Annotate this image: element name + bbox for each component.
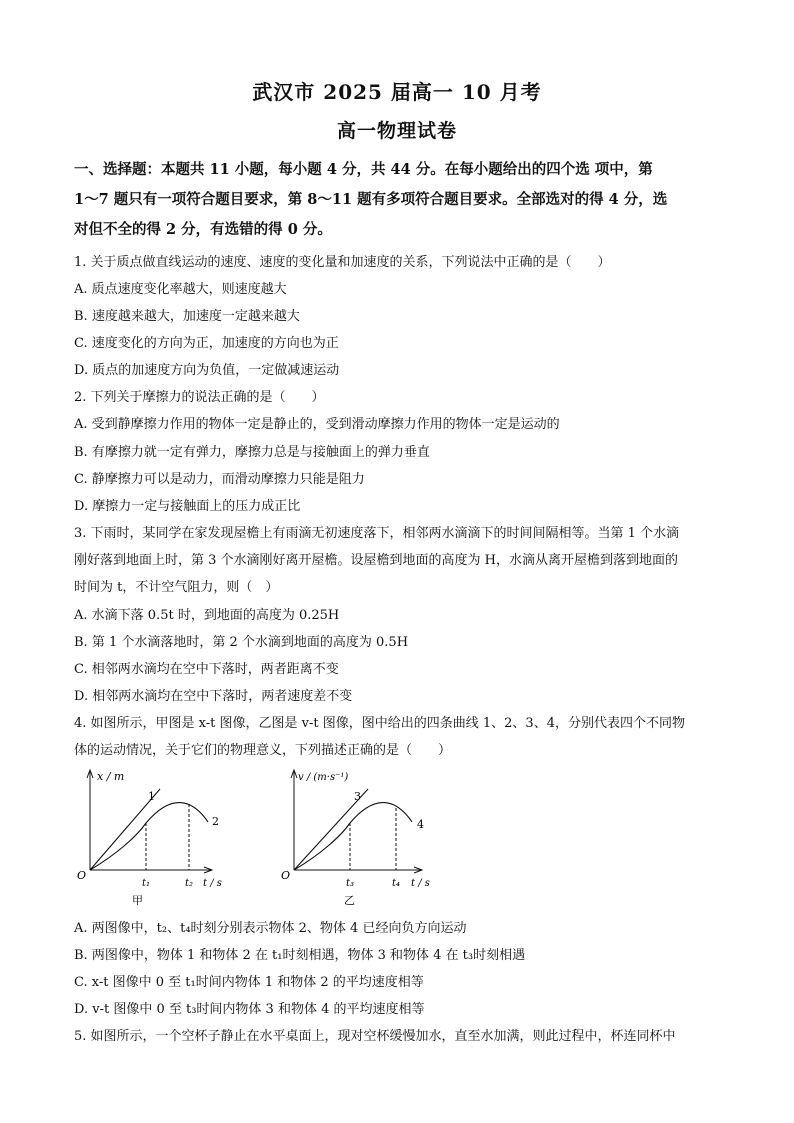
question-stem: 1. 关于质点做直线运动的速度、速度的变化量和加速度的关系，下列说法中正确的是（ ） bbox=[74, 255, 611, 270]
figure-xt-graph bbox=[72, 764, 242, 914]
question-stem-line: 刚好落到地面上时，第 3 个水滴刚好离开屋檐。设屋檐到地面的高度为 H，水滴从离开屋檐到落到地面的 bbox=[74, 553, 679, 568]
option-a: A. 受到静摩擦力作用的物体一定是静止的，受到滑动摩擦力作用的物体一定是运动的 bbox=[74, 417, 560, 432]
y-axis-label: x / m bbox=[97, 770, 125, 783]
x-axis-label: t / s bbox=[411, 878, 430, 889]
option-c: C. x-t 图像中 0 至 t₁时间内物体 1 和物体 2 的平均速度相等 bbox=[74, 975, 424, 990]
option-c: C. 相邻两水滴均在空中下落时，两者距离不变 bbox=[74, 662, 339, 677]
option-b: B. 第 1 个水滴落地时，第 2 个水滴到地面的高度为 0.5H bbox=[74, 635, 409, 650]
option-b: B. 有摩擦力就一定有弹力，摩擦力总是与接触面上的弹力垂直 bbox=[74, 445, 430, 460]
question-stem-line: 4. 如图所示，甲图是 x-t 图像，乙图是 v-t 图像，图中给出的四条曲线 1、2、3、4，分别代表四个不同物 bbox=[74, 716, 685, 731]
curve-2 bbox=[90, 803, 208, 870]
option-a: A. 质点速度变化率越大，则速度越大 bbox=[74, 282, 287, 297]
exam-subtitle: 高一物理试卷 bbox=[336, 120, 457, 142]
figure-vt-graph bbox=[276, 764, 446, 914]
y-axis-label: v / (m·s⁻¹) bbox=[298, 772, 349, 783]
option-d: D. 质点的加速度方向为负值，一定做减速运动 bbox=[74, 363, 340, 378]
curve-2-label: 2 bbox=[212, 815, 219, 828]
t2-label: t₂ bbox=[185, 878, 194, 889]
option-d: D. v-t 图像中 0 至 t₃时间内物体 3 和物体 4 的平均速度相等 bbox=[74, 1002, 425, 1017]
curve-3-label: 3 bbox=[354, 790, 361, 803]
option-b: B. 两图像中，物体 1 和物体 2 在 t₁时刻相遇，物体 3 和物体 4 在 t₃时刻相遇 bbox=[74, 948, 526, 963]
option-a: A. 水滴下落 0.5t 时，到地面的高度为 0.25H bbox=[74, 608, 340, 623]
question-stem: 2. 下列关于摩擦力的说法正确的是（ ） bbox=[74, 390, 325, 405]
instruction-line: 对但不全的得 2 分，有选错的得 0 分。 bbox=[74, 221, 332, 238]
curve-1-label: 1 bbox=[148, 790, 155, 803]
curve-4 bbox=[294, 803, 412, 870]
instruction-line: 1～7 题只有一项符合题目要求，第 8～11 题有多项符合题目要求。全部选对的得 4 分，选 bbox=[74, 191, 668, 208]
t3-label: t₃ bbox=[346, 878, 355, 889]
exam-title: 武汉市 2025 届高一 10 月考 bbox=[252, 80, 542, 104]
figure-caption: 乙 bbox=[344, 894, 355, 907]
option-c: C. 静摩擦力可以是动力，而滑动摩擦力只能是阻力 bbox=[74, 472, 365, 487]
question-stem-line: 体的运动情况，关于它们的物理意义，下列描述正确的是（ ） bbox=[74, 743, 452, 758]
option-d: D. 相邻两水滴均在空中下落时，两者速度差不变 bbox=[74, 689, 353, 704]
question-stem-line: 3. 下雨时，某同学在家发现屋檐上有雨滴无初速度落下，相邻两水滴滴下的时间间隔相等。当第 1 个水滴 bbox=[74, 526, 680, 541]
figure-caption: 甲 bbox=[132, 894, 143, 907]
option-c: C. 速度变化的方向为正，加速度的方向也为正 bbox=[74, 336, 339, 351]
question-stem-line: 时间为 t，不计空气阻力，则（ ） bbox=[74, 580, 279, 595]
t1-label: t₁ bbox=[142, 878, 151, 889]
option-a: A. 两图像中，t₂、t₄时刻分别表示物体 2、物体 4 已经向负方向运动 bbox=[74, 921, 467, 936]
t4-label: t₄ bbox=[392, 878, 401, 889]
origin-label: O bbox=[281, 869, 291, 882]
option-b: B. 速度越来越大，加速度一定越来越大 bbox=[74, 309, 300, 324]
instruction-line: 一、选择题：本题共 11 小题，每小题 4 分，共 44 分。在每小题给出的四个选 项中，第 bbox=[74, 161, 653, 178]
origin-label: O bbox=[77, 869, 87, 882]
option-d: D. 摩擦力一定与接触面上的压力成正比 bbox=[74, 499, 301, 514]
question-stem-line: 5. 如图所示，一个空杯子静止在水平桌面上，现对空杯缓慢加水，直至水加满，则此过程中，杯连同杯中 bbox=[74, 1029, 676, 1044]
x-axis-label: t / s bbox=[203, 878, 222, 889]
curve-4-label: 4 bbox=[417, 818, 424, 831]
